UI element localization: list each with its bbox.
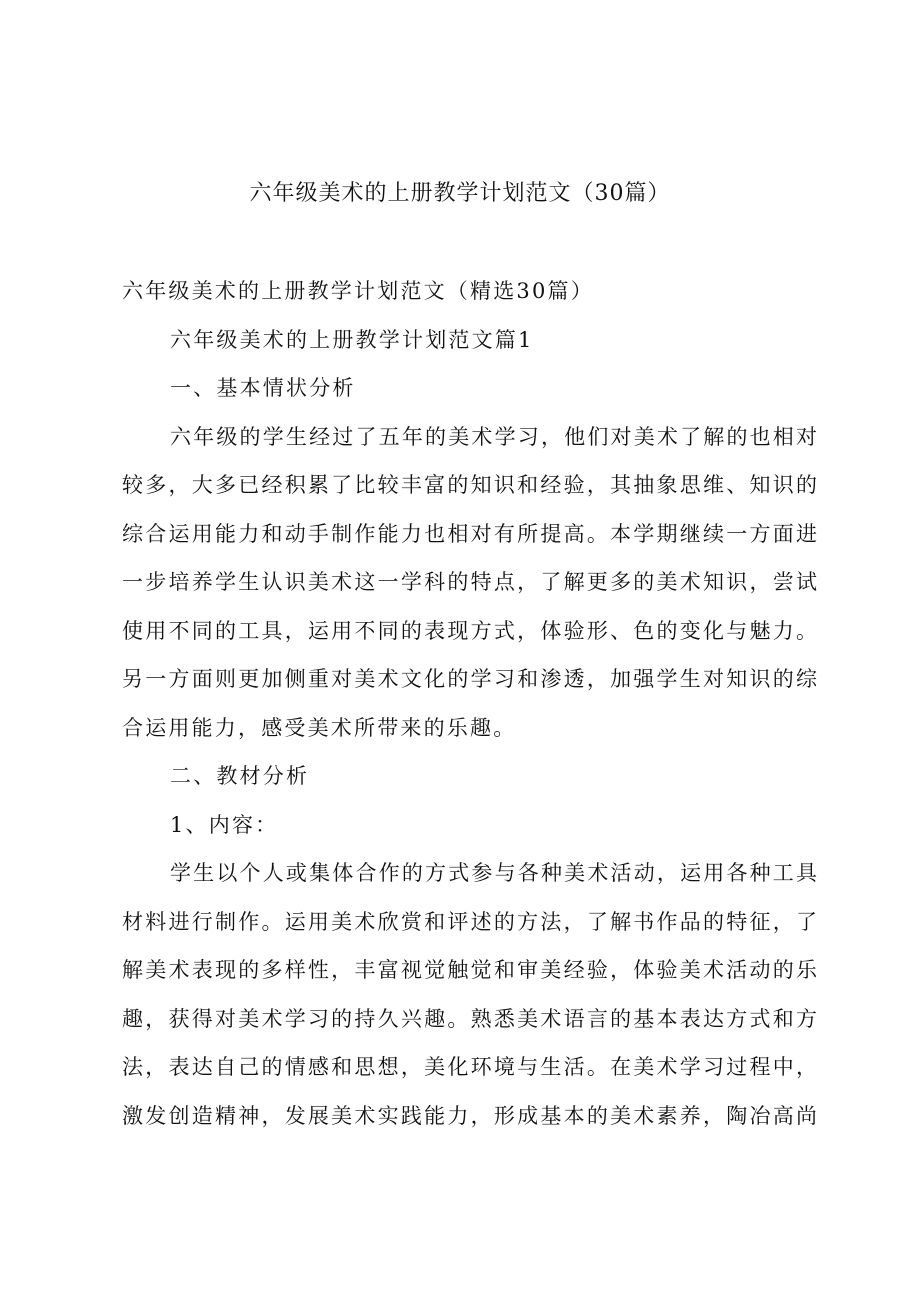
document-subtitle: 六年级美术的上册教学计划范文（精选30篇）: [122, 279, 594, 303]
heading-textbook-analysis: 二、教材分析: [170, 764, 310, 788]
heading-basic-analysis: 一、基本情状分析: [170, 376, 356, 400]
paragraph-line: 合运用能力，感受美术所带来的乐趣。: [122, 715, 517, 740]
heading-content: 1、内容：: [170, 812, 279, 837]
document-body: [122, 267, 817, 1140]
paragraph-line: 趣，获得对美术学习的持久兴趣。熟悉美术语言的基本表达方式和方: [122, 1006, 817, 1031]
paragraph-line: 激发创造精神，发展美术实践能力，形成基本的美术素养，陶冶高尚: [122, 1103, 817, 1128]
paragraph-line: 使用不同的工具，运用不同的表现方式，体验形、色的变化与魅力。: [122, 618, 817, 643]
paragraph-line: 材料进行制作。运用美术欣赏和评述的方法，了解书作品的特征，了: [122, 909, 817, 934]
paragraph-content: [122, 849, 817, 1140]
paragraph-line: 较多，大多已经积累了比较丰富的知识和经验，其抽象思维、知识的: [122, 473, 817, 497]
paragraph-line: 学生以个人或集体合作的方式参与各种美术活动，运用各种工具: [170, 861, 817, 885]
paragraph-line: 另一方面则更加侧重对美术文化的学习和渗透，加强学生对知识的综: [122, 667, 817, 691]
paragraph-line: 六年级的学生经过了五年的美术学习，他们对美术了解的也相对: [170, 424, 817, 449]
section-heading: 六年级美术的上册教学计划范文篇1: [170, 327, 534, 352]
paragraph-line: 综合运用能力和动手制作能力也相对有所提高。本学期继续一方面进: [122, 521, 817, 546]
document-title: 六年级美术的上册教学计划范文（30篇）: [249, 181, 671, 206]
paragraph-line: 解美术表现的多样性，丰富视觉触觉和审美经验，体验美术活动的乐: [122, 958, 817, 982]
paragraph-line: 一步培养学生认识美术这一学科的特点，了解更多的美术知识，尝试: [122, 570, 817, 594]
paragraph-line: 法，表达自己的情感和思想，美化环境与生活。在美术学习过程中，: [122, 1055, 817, 1079]
paragraph-situation-analysis: [122, 413, 817, 753]
